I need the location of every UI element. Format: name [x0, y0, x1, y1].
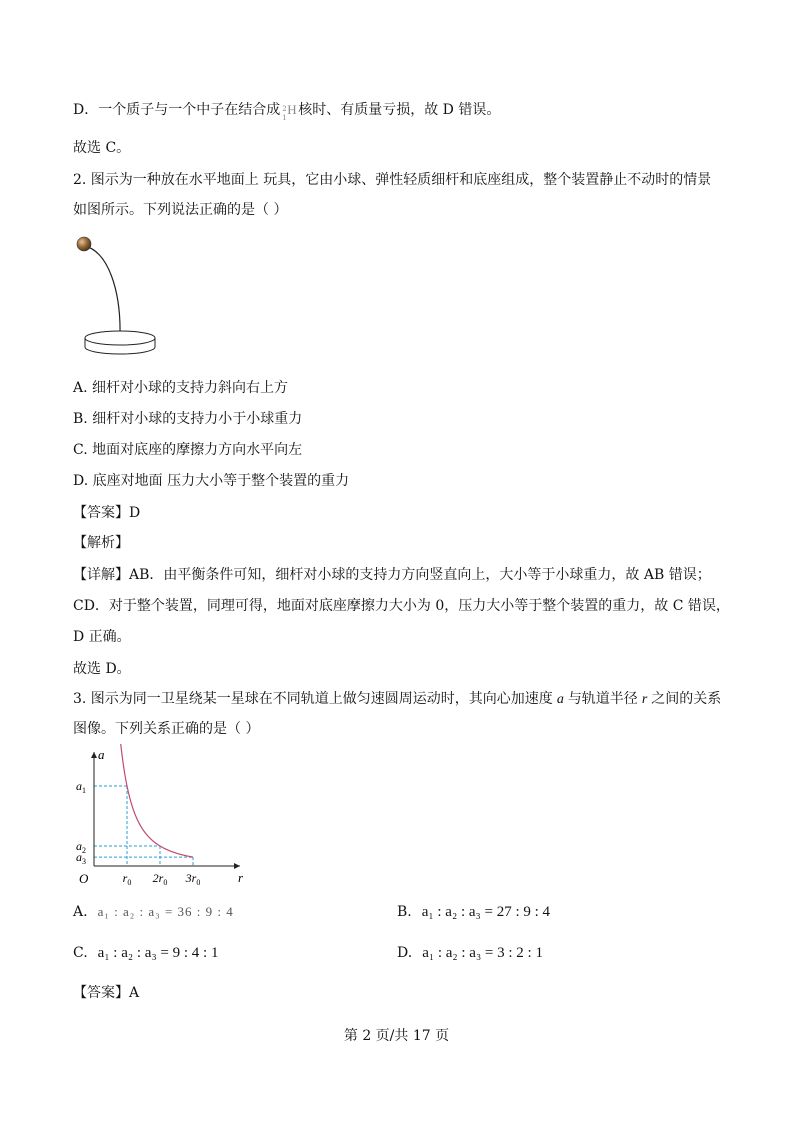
q3-var-a: a — [556, 692, 564, 707]
q2-option-b: B. 细杆对小球的支持力小于小球重力 — [73, 411, 303, 427]
q3-stem-line1 — [73, 689, 721, 710]
q2-stem-line2: 如图所示。下列说法正确的是（ ） — [73, 202, 288, 218]
y-tick-label-3: $a_3$ — [76, 850, 86, 867]
q3-option-c-letter: C. — [73, 945, 88, 961]
ball — [77, 237, 91, 251]
y-tick-label-2: $a_2$ — [76, 839, 86, 855]
x-tick-labels — [123, 871, 201, 887]
elastic-rod — [85, 246, 120, 336]
q2-option-d: D. 底座对地面 压力大小等于整个装置的重力 — [73, 473, 350, 489]
q3-stem-part-b: 与轨道半径 — [567, 691, 638, 707]
prev-conclusion: 故选 C。 — [73, 140, 131, 156]
q3-option-a-expr: a₁ : a₂ : a₃ = 36 : 9 : 4 — [97, 904, 234, 919]
q3-option-c-expr: a₁ : a₂ : a₃ = 9 : 4 : 1 — [97, 945, 219, 961]
y-tick-labels — [76, 779, 86, 866]
q3-option-a-letter: A. — [73, 904, 88, 920]
a-vs-r-graph — [70, 744, 255, 889]
page-footer: 第 2 页/共 17 页 — [343, 1028, 450, 1044]
x-tick-label-1: $r_0$ — [122, 871, 132, 887]
x-tick-label-2: $2r_0$ — [152, 871, 168, 887]
prev-option-d-text-after: 核时、有质量亏损，故 D 错误。 — [298, 102, 501, 118]
q3-answer: 【答案】A — [73, 985, 140, 1001]
q2-option-a: A. 细杆对小球的支持力斜向右上方 — [73, 380, 289, 396]
q3-stem-part-a: 3. 图示为同一卫星绕某一星球在不同轨道上做匀速圆周运动时，其向心加速度 — [73, 691, 553, 707]
q3-option-b — [397, 902, 550, 922]
q3-option-d — [397, 943, 543, 963]
prev-option-d-text: D．一个质子与一个中子在结合成 — [73, 102, 281, 118]
nuclide-symbol: H — [287, 102, 297, 117]
nuclide-atomic-number: 1 — [282, 114, 287, 122]
q3-option-d-letter: D. — [397, 945, 413, 961]
base-disk — [85, 331, 155, 354]
nuclide-deuterium — [282, 100, 296, 120]
y-tick-label-1: $a_1$ — [76, 779, 86, 795]
origin-label: O — [79, 871, 89, 886]
q2-option-c: C. 地面对底座的摩擦力方向水平向左 — [73, 442, 303, 458]
x-tick-label-3: $3r_0$ — [185, 871, 201, 887]
y-axis-label: a — [98, 747, 105, 762]
q2-detail-line2: CD．对于整个装置，同理可得，地面对底座摩擦力大小为 0，压力大小等于整个装置的重力，故 C 错误， — [73, 598, 730, 614]
nuclide-mass-number: 2 — [282, 105, 287, 113]
prev-option-d — [73, 100, 500, 120]
q2-analysis-title: 【解析】 — [73, 535, 129, 551]
q2-conclusion: 故选 D。 — [73, 661, 131, 677]
q3-option-b-letter: B. — [397, 904, 412, 920]
q3-option-c — [73, 943, 218, 963]
q3-option-a — [73, 902, 234, 922]
q2-answer: 【答案】D — [73, 505, 141, 521]
curve — [114, 744, 193, 857]
q2-detail-line3: D 正确。 — [73, 629, 131, 645]
q3-stem-line2: 图像。下列关系正确的是（ ） — [73, 721, 260, 737]
q3-option-b-expr: a₁ : a₂ : a₃ = 27 : 9 : 4 — [421, 904, 551, 920]
q3-stem-part-c: 之间的关系 — [651, 691, 722, 707]
q2-stem-line1: 2. 图示为一种放在水平地面上 玩具，它由小球、弹性轻质细杆和底座组成，整个装置静止不动时的情景 — [73, 172, 712, 188]
x-axis-label: r — [238, 870, 244, 885]
toy-figure — [73, 230, 173, 360]
q2-detail-line1: 【详解】AB．由平衡条件可知，细杆对小球的支持力方向竖直向上，大小等于小球重力，故 AB 错误； — [73, 567, 711, 583]
q3-var-r: r — [641, 692, 648, 707]
q3-option-d-expr: a₁ : a₂ : a₃ = 3 : 2 : 1 — [422, 945, 543, 961]
